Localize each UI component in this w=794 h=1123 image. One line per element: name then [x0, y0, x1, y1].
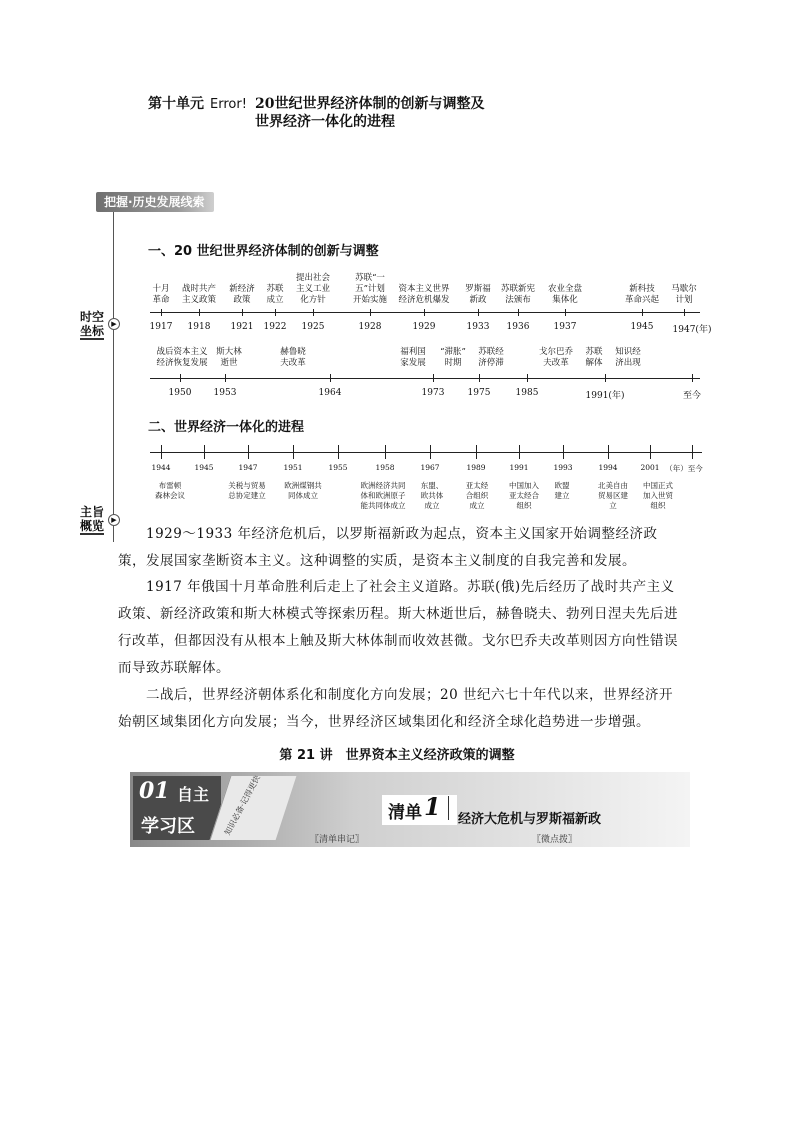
- paragraph-1: 1929～1933 年经济危机后，以罗斯福新政为起点，资本主义国家开始调整经济政策，发展国家垄断资本主义。这种调整的实质，是资本主义制度的自我完善和发展。: [118, 526, 658, 569]
- event-label: 马歇尔 计划: [671, 284, 697, 305]
- study-zone-box: [133, 776, 221, 840]
- year-label: 1991(年): [585, 391, 625, 401]
- timeline-tick: [313, 309, 314, 316]
- unit-title: [148, 95, 485, 130]
- list-divider: [448, 796, 449, 820]
- arrow-right-icon: ▶: [108, 514, 120, 526]
- event-label: 新经济 政策: [229, 284, 255, 305]
- event-label: 罗斯福 新政: [465, 284, 491, 305]
- side-label-theme: 主旨概览: [80, 505, 105, 533]
- timeline-tick: [433, 374, 434, 382]
- arrow-right-icon: ▶: [108, 318, 120, 330]
- timeline-tick: [180, 374, 181, 382]
- year-label: 1947(年): [672, 325, 712, 335]
- event-label: 亚太经 合组织 成立: [465, 481, 489, 510]
- timeline-row2: [150, 378, 700, 379]
- section1-heading: 一、20 世纪世界经济体制的创新与调整: [148, 244, 379, 259]
- timeline-tick: [565, 309, 566, 316]
- section-tag: 把握·历史发展线索: [96, 192, 214, 212]
- event-label: 苏联 解体: [585, 347, 603, 368]
- timeline-row1: [150, 312, 700, 313]
- event-label: 欧盟 建立: [554, 481, 570, 500]
- event-label: 东盟、 欧共体 成立: [420, 481, 444, 510]
- list-label: 清单: [388, 803, 422, 823]
- event-label: 提出社会 主义工业 化方针: [295, 273, 331, 305]
- event-label: 关税与贸易 总协定建立: [228, 481, 266, 500]
- unit-title-line2: 世界经济一体化的进程: [255, 114, 395, 130]
- banner-box-text1: 自主: [177, 785, 210, 804]
- timeline-tick: [684, 309, 685, 316]
- timeline-tick: [248, 445, 249, 459]
- year-label: 1985: [515, 388, 539, 398]
- side-label-time: 时空坐标: [80, 310, 105, 338]
- event-label: 赫鲁晓 夫改革: [280, 347, 306, 368]
- timeline-tick: [608, 445, 609, 459]
- timeline-tick: [642, 309, 643, 316]
- section2-heading: 二、世界经济一体化的进程: [148, 420, 305, 435]
- timeline-tick: [385, 445, 386, 459]
- event-label: 知识经 济出现: [615, 347, 641, 368]
- year-label: 1928: [358, 322, 382, 332]
- year-label: 至今: [682, 391, 702, 401]
- bracket-right: 〖微点拨〗: [532, 835, 578, 845]
- timeline-tick: [424, 309, 425, 316]
- paragraph-3: 二战后，世界经济朝体系化和制度化方向发展；20 世纪六七十年代以来，世界经济开始朝区域集团化方向发展；当今，世界经济区域集团化和经济全球化趋势进一步增强。: [118, 687, 673, 730]
- year-label: 1991: [509, 463, 529, 472]
- event-label: 欧洲煤钢共 同体成立: [284, 481, 322, 500]
- year-label: 1947: [238, 463, 258, 472]
- timeline-tick: [161, 445, 162, 459]
- year-label: 1922: [263, 322, 287, 332]
- banner-slant-text: 知识必备·记得更快: [222, 773, 263, 837]
- lecture-title: 第 21 讲 世界资本主义经济政策的调整: [279, 748, 515, 763]
- event-label: 战后资本主义 经济恢复发展: [156, 347, 208, 368]
- year-label: 1975: [467, 388, 491, 398]
- event-label: 戈尔巴乔 夫改革: [538, 347, 574, 368]
- event-label: 斯大林 逝世: [216, 347, 242, 368]
- timeline-tick: [605, 374, 606, 382]
- timeline-tick: [430, 445, 431, 459]
- year-label: 1945: [194, 463, 214, 472]
- year-label: 1951: [283, 463, 303, 472]
- error-text: Error!: [210, 97, 247, 112]
- year-label: 1918: [187, 322, 211, 332]
- unit-prefix: 第十单元: [148, 96, 204, 112]
- timeline-tick: [518, 309, 519, 316]
- year-label: 1950: [168, 388, 192, 398]
- event-label: 战时共产 主义政策: [181, 284, 217, 305]
- timeline-tick: [519, 445, 520, 459]
- unit-title-line1: 20世纪世界经济体制的创新与调整及: [255, 96, 485, 112]
- event-label: “滞胀” 时期: [440, 347, 466, 368]
- timeline-tick: [692, 374, 693, 382]
- event-label: 新科技 革命兴起: [624, 284, 660, 305]
- year-label: 1964: [318, 388, 342, 398]
- banner-box-text2: 学习区: [141, 816, 195, 837]
- list-title: 经济大危机与罗斯福新政: [458, 812, 602, 827]
- event-label: 农业全盘 集体化: [547, 284, 583, 305]
- year-label: 1945: [630, 322, 654, 332]
- timeline-tick: [204, 445, 205, 459]
- timeline-row3: [150, 452, 702, 453]
- banner-number: 01: [139, 778, 170, 804]
- year-label: 1955: [328, 463, 348, 472]
- year-label: 1973: [421, 388, 445, 398]
- year-label: 1917: [149, 322, 173, 332]
- timeline-tick: [370, 309, 371, 316]
- bracket-left: 〖清单串记〗: [310, 835, 365, 845]
- year-label: 1929: [412, 322, 436, 332]
- event-label: 苏联经 济停滞: [478, 347, 504, 368]
- year-label: 1993: [553, 463, 573, 472]
- year-label: 1925: [301, 322, 325, 332]
- timeline-tick: [527, 374, 528, 382]
- event-label: 北美自由 贸易区建 立: [598, 481, 628, 510]
- year-label: （年）至今: [665, 464, 703, 473]
- year-label: 1933: [466, 322, 490, 332]
- timeline-tick: [563, 445, 564, 459]
- timeline-tick: [242, 309, 243, 316]
- timeline-tick: [338, 445, 339, 459]
- event-label: 中国加入 亚太经合 组织: [509, 481, 539, 510]
- timeline-tick: [650, 445, 651, 459]
- timeline-tick: [478, 309, 479, 316]
- timeline-tick: [479, 374, 480, 382]
- event-label: 资本主义世界 经济危机爆发: [398, 284, 450, 305]
- year-label: 1937: [553, 322, 577, 332]
- year-label: 1921: [230, 322, 254, 332]
- year-label: 1936: [506, 322, 530, 332]
- event-label: 十月 革命: [152, 284, 170, 305]
- timeline-tick: [330, 374, 331, 382]
- year-label: 1994: [598, 463, 618, 472]
- event-label: 布雷顿 森林会议: [155, 481, 185, 500]
- timeline-tick: [476, 445, 477, 459]
- side-vertical-line: [113, 212, 114, 542]
- event-label: 欧洲经济共同 体和欧洲原子 能共同体成立: [360, 481, 406, 510]
- year-label: 1953: [213, 388, 237, 398]
- year-label: 1989: [466, 463, 486, 472]
- year-label: 1958: [375, 463, 395, 472]
- event-label: 苏联“一 五”计划 开始实施: [352, 273, 388, 305]
- event-label: 苏联新宪 法颁布: [500, 284, 536, 305]
- event-label: 苏联 成立: [266, 284, 284, 305]
- list-number: 1: [424, 792, 441, 821]
- year-label: 2001: [640, 463, 660, 472]
- paragraph-2: 1917 年俄国十月革命胜利后走上了社会主义道路。苏联(俄)先后经历了战时共产主义政策、新经济政策和斯大林模式等探索历程。斯大林逝世后，赫鲁晓夫、勃列日涅夫先后进行改革，但都因没有从根本上触及斯大林体制而收效甚微。戈尔巴乔夫改革则因方向性错误而导致苏联解体。: [118, 579, 678, 676]
- event-label: 福利国 家发展: [400, 347, 426, 368]
- timeline-tick: [293, 445, 294, 459]
- year-label: 1944: [151, 463, 171, 472]
- timeline-tick: [161, 309, 162, 316]
- timeline-tick: [275, 309, 276, 316]
- year-label: 1967: [420, 463, 440, 472]
- timeline-tick: [225, 374, 226, 382]
- timeline-tick: [692, 445, 693, 459]
- timeline-tick: [199, 309, 200, 316]
- event-label: 中国正式 加入世贸 组织: [643, 481, 673, 510]
